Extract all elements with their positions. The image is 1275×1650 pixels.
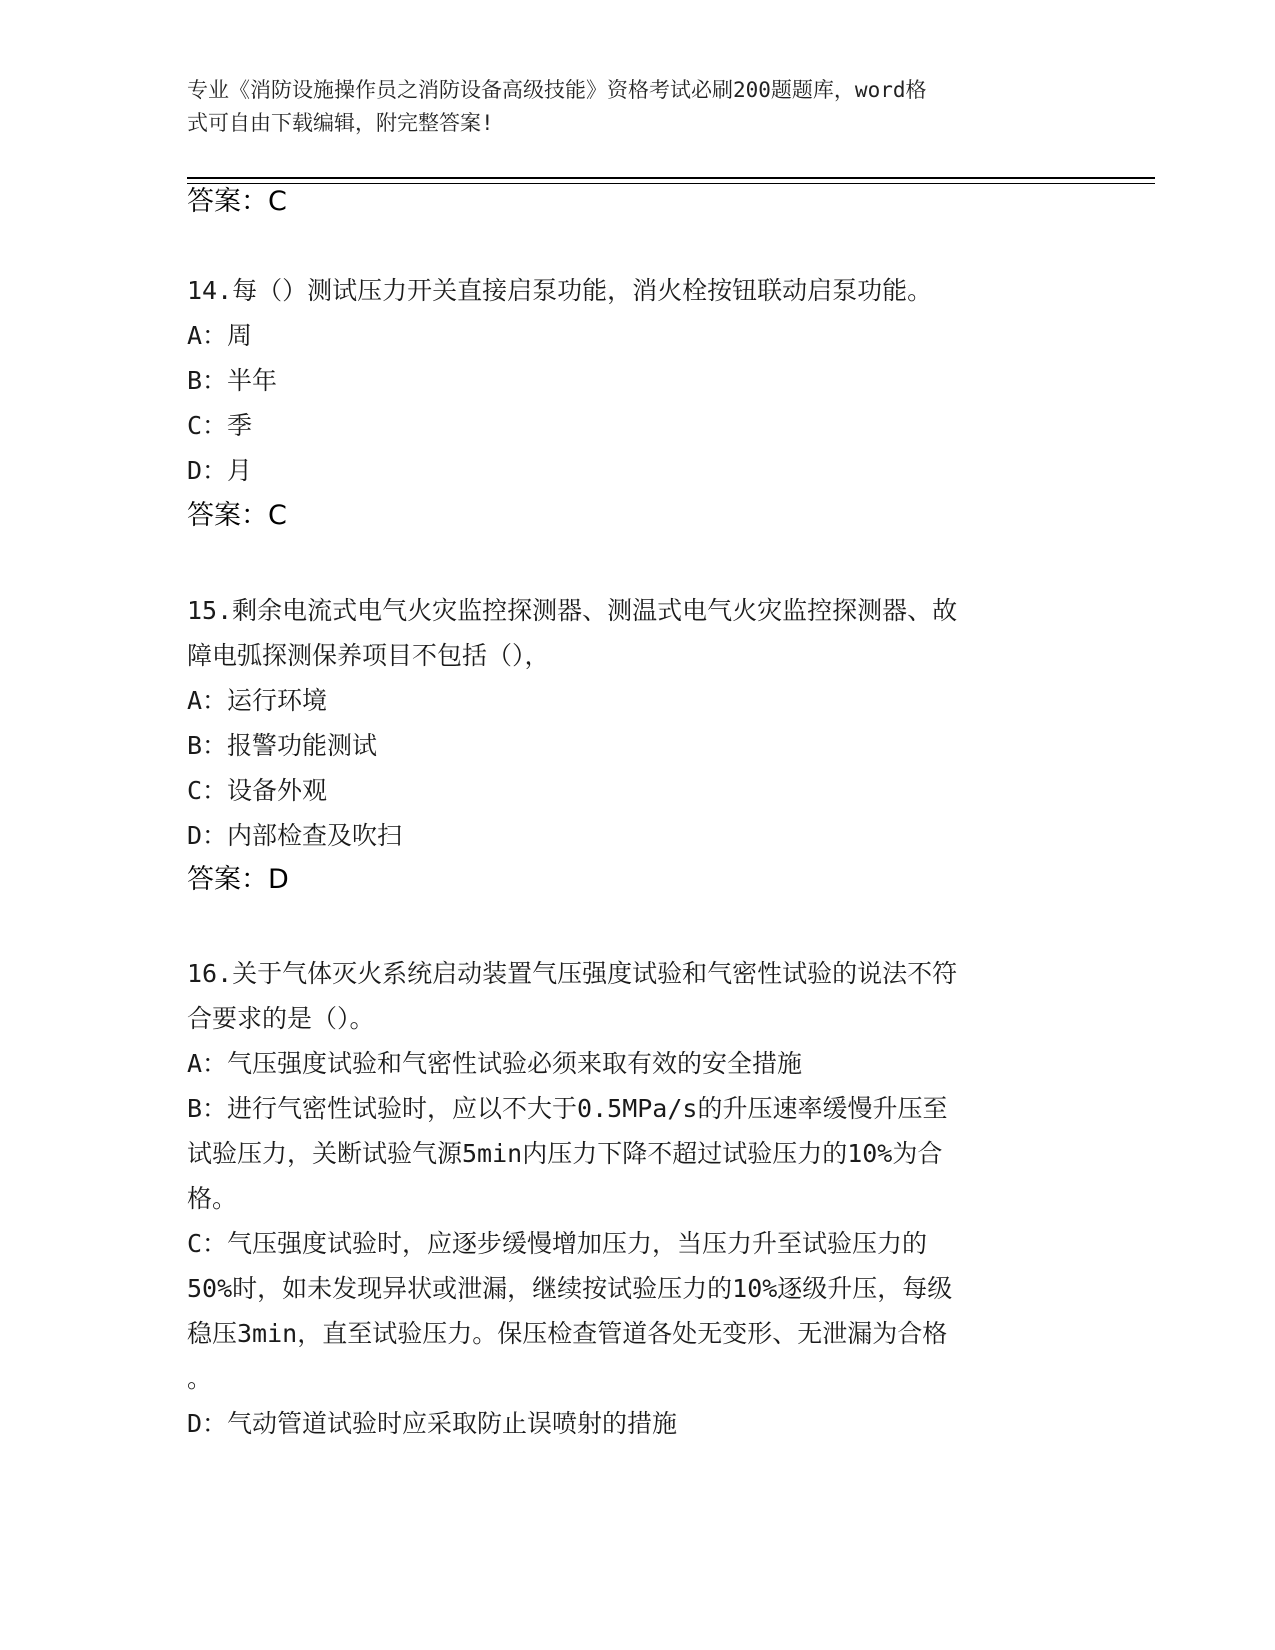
option-a: A：周 — [187, 321, 253, 350]
option-d: D：内部检查及吹扫 — [187, 821, 403, 850]
option-d: D：月 — [187, 456, 253, 485]
header-rule-thick — [187, 177, 1155, 179]
question-stem: 14.每（）测试压力开关直接启泵功能，消火栓按钮联动启泵功能。 — [187, 276, 933, 305]
option-c: C：季 — [187, 411, 253, 440]
header-line: 专业《消防设施操作员之消防设备高级技能》资格考试必刷200题题库，word格 — [187, 78, 927, 102]
option-a: A：运行环境 — [187, 686, 328, 715]
question-16 — [187, 951, 1087, 1446]
option-b: B：半年 — [187, 366, 278, 395]
option-c: C：设备外观 — [187, 776, 328, 805]
answer-line: 答案：D — [187, 864, 289, 895]
question-15 — [187, 588, 1087, 858]
question-14 — [187, 268, 1087, 493]
option-b: B：报警功能测试 — [187, 731, 378, 760]
header-rule-thin — [187, 183, 1155, 184]
option-c-continued: 稳压3min，直至试验压力。保压检查管道各处无变形、无泄漏为合格 — [187, 1319, 948, 1348]
question-stem: 障电弧探测保养项目不包括（）， — [187, 641, 550, 670]
question-stem: 15.剩余电流式电气火灾监控探测器、测温式电气火灾监控探测器、故 — [187, 596, 958, 625]
answer-line: 答案：C — [187, 500, 287, 531]
option-b: B：进行气密性试验时，应以不大于0.5MPa/s的升压速率缓慢升压至 — [187, 1094, 948, 1123]
option-b-continued: 试验压力，关断试验气源5min内压力下降不超过试验压力的10%为合 — [187, 1139, 943, 1168]
option-c-continued: 50%时，如未发现异状或泄漏，继续按试验压力的10%逐级升压，每级 — [187, 1274, 953, 1303]
question-stem: 16.关于气体灭火系统启动装置气压强度试验和气密性试验的说法不符 — [187, 959, 958, 988]
option-c-continued: 。 — [187, 1364, 213, 1393]
option-c: C：气压强度试验时，应逐步缓慢增加压力，当压力升至试验压力的 — [187, 1229, 928, 1258]
header-line: 式可自由下载编辑，附完整答案! — [187, 111, 494, 135]
document-header — [187, 74, 1067, 140]
answer-line: 答案：C — [187, 186, 287, 217]
question-stem: 合要求的是（）。 — [187, 1004, 375, 1033]
option-b-continued: 格。 — [187, 1184, 238, 1213]
option-d: D：气动管道试验时应采取防止误喷射的措施 — [187, 1409, 678, 1438]
option-a: A：气压强度试验和气密性试验必须来取有效的安全措施 — [187, 1049, 803, 1078]
